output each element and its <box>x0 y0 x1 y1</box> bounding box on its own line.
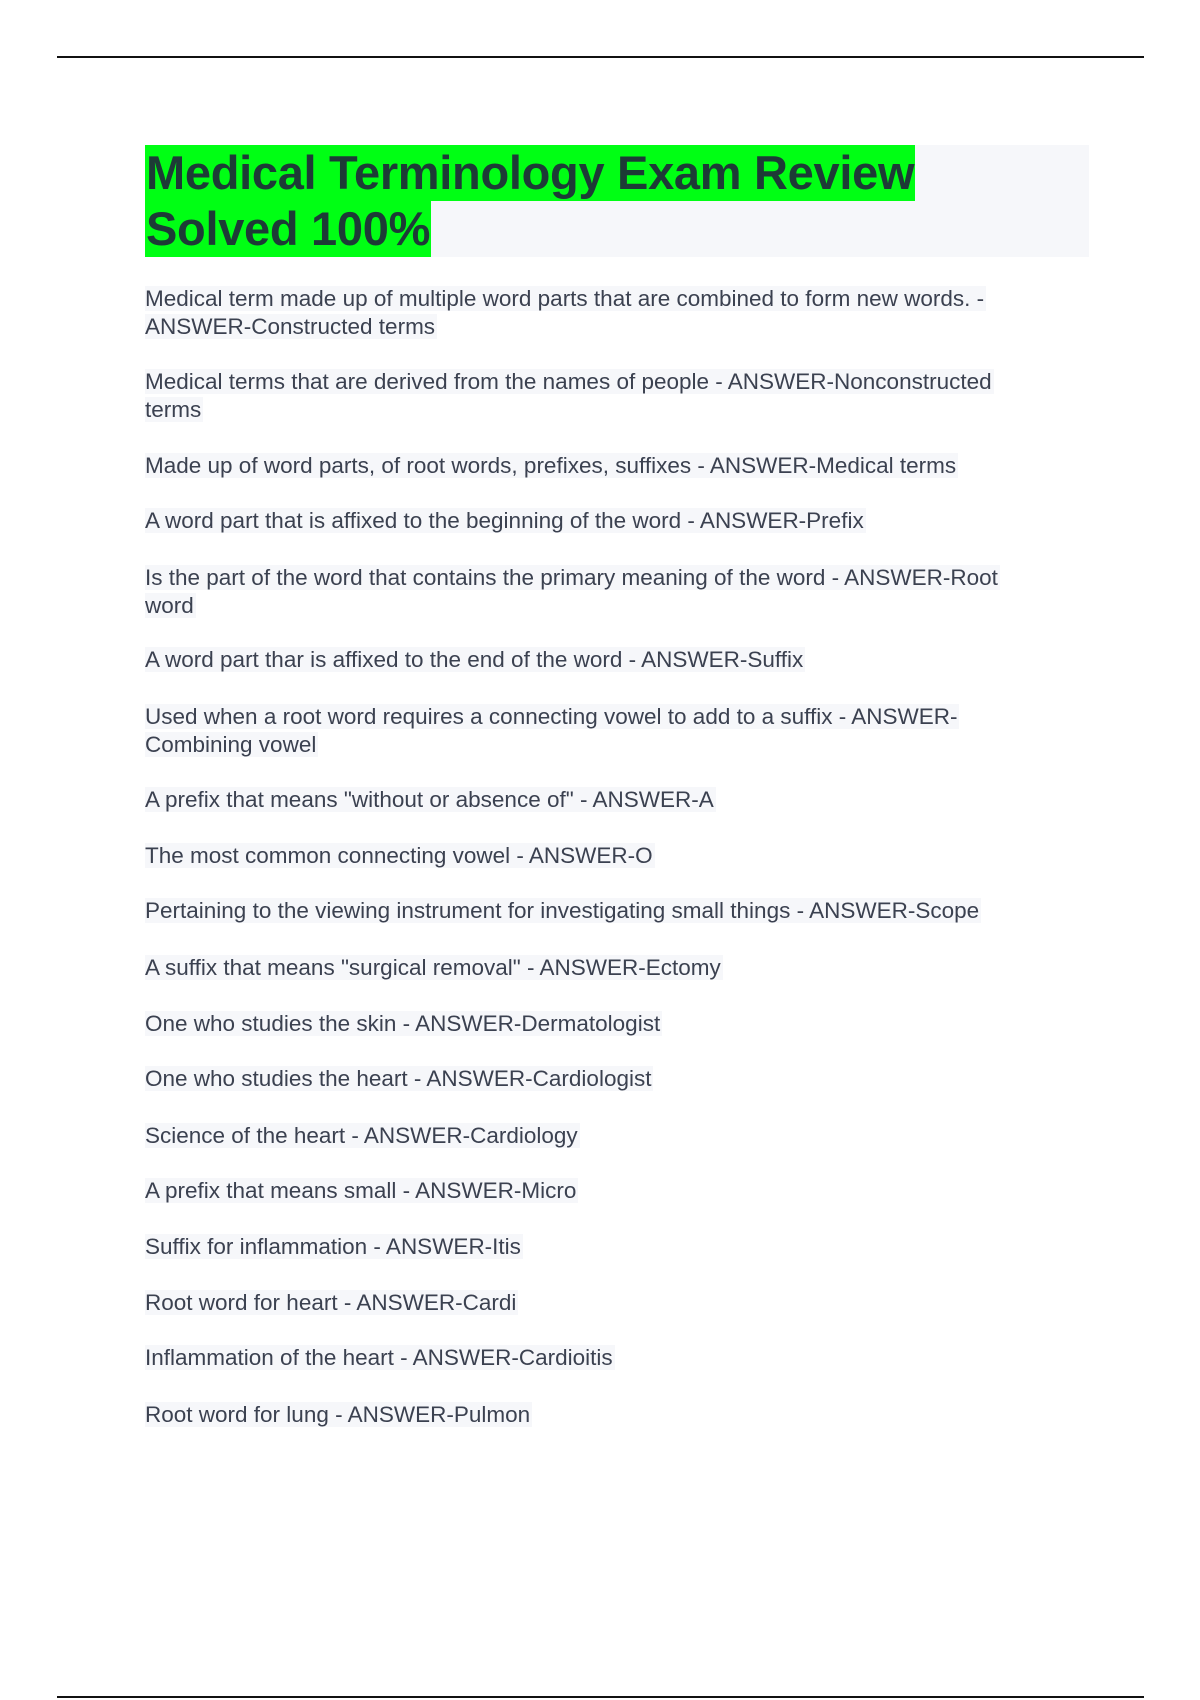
qa-item-text: Science of the heart - ANSWER-Cardiology <box>145 1123 578 1148</box>
qa-item <box>145 285 986 341</box>
qa-item-line <box>145 954 723 982</box>
qa-item-line <box>145 1401 532 1429</box>
qa-item-line <box>145 396 994 424</box>
qa-item-line <box>145 1289 518 1317</box>
qa-item-line <box>145 897 981 925</box>
qa-item-line <box>145 703 959 731</box>
qa-item <box>145 507 866 535</box>
title-line-1: Medical Terminology Exam Review <box>146 146 915 199</box>
qa-item-line <box>145 285 986 313</box>
qa-item-text: A word part thar is affixed to the end of the word - ANSWER-Suffix <box>145 647 804 672</box>
qa-item <box>145 897 981 925</box>
qa-item-text: word <box>145 593 194 618</box>
qa-item-line <box>145 731 959 759</box>
qa-item-line <box>145 1065 653 1093</box>
qa-item-line <box>145 592 1000 620</box>
qa-item-text: Combining vowel <box>145 732 317 757</box>
qa-item-text: Root word for lung - ANSWER-Pulmon <box>145 1402 531 1427</box>
qa-item-text: A prefix that means "without or absence of" - ANSWER-A <box>145 787 714 812</box>
qa-item-line <box>145 1177 578 1205</box>
qa-item-text: Suffix for inflammation - ANSWER-Itis <box>145 1234 521 1259</box>
qa-item-text: Made up of word parts, of root words, prefixes, suffixes - ANSWER-Medical terms <box>145 453 957 478</box>
qa-item <box>145 954 723 982</box>
qa-item <box>145 1289 518 1317</box>
qa-item <box>145 368 994 424</box>
qa-item-line <box>145 1010 662 1038</box>
qa-item-text: A word part that is affixed to the beginning of the word - ANSWER-Prefix <box>145 508 864 533</box>
qa-item-text: Inflammation of the heart - ANSWER-Cardioitis <box>145 1345 613 1370</box>
qa-item <box>145 564 1000 620</box>
qa-item-text: Used when a root word requires a connecting vowel to add to a suffix - ANSWER- <box>145 704 958 729</box>
qa-item-text: Medical terms that are derived from the names of people - ANSWER-Nonconstructed <box>145 369 992 394</box>
qa-item-text: The most common connecting vowel - ANSWER-O <box>145 843 653 868</box>
qa-item-line <box>145 564 1000 592</box>
qa-item-text: A prefix that means small - ANSWER-Micro <box>145 1178 577 1203</box>
qa-item-text: Medical term made up of multiple word parts that are combined to form new words. - <box>145 286 985 311</box>
qa-item-text: Root word for heart - ANSWER-Cardi <box>145 1290 517 1315</box>
qa-item <box>145 1401 532 1429</box>
qa-item-line <box>145 786 716 814</box>
qa-item-text: Pertaining to the viewing instrument for investigating small things - ANSWER-Scope <box>145 898 980 923</box>
qa-item-text: Is the part of the word that contains the primary meaning of the word - ANSWER-Root <box>145 565 998 590</box>
qa-item-line <box>145 452 958 480</box>
qa-item <box>145 786 716 814</box>
qa-item <box>145 703 959 759</box>
qa-item-line <box>145 507 866 535</box>
qa-item-text: terms <box>145 397 202 422</box>
page-title <box>145 145 1089 257</box>
header-rule <box>57 56 1144 58</box>
qa-item <box>145 1177 578 1205</box>
qa-item-line <box>145 842 655 870</box>
qa-item <box>145 646 805 674</box>
qa-item <box>145 1065 653 1093</box>
qa-item <box>145 1010 662 1038</box>
qa-item-line <box>145 1233 523 1261</box>
qa-item <box>145 452 958 480</box>
title-line-2: Solved 100% <box>146 202 431 255</box>
qa-item-line <box>145 646 805 674</box>
qa-item <box>145 842 655 870</box>
footer-rule <box>57 1696 1144 1698</box>
qa-item <box>145 1233 523 1261</box>
qa-item <box>145 1122 580 1150</box>
qa-item-line <box>145 1344 615 1372</box>
qa-item-line <box>145 313 986 341</box>
qa-item-text: One who studies the heart - ANSWER-Cardiologist <box>145 1066 652 1091</box>
qa-item-line <box>145 368 994 396</box>
qa-item-text: A suffix that means "surgical removal" - ANSWER-Ectomy <box>145 955 721 980</box>
qa-item-line <box>145 1122 580 1150</box>
qa-item <box>145 1344 615 1372</box>
qa-item-text: One who studies the skin - ANSWER-Dermatologist <box>145 1011 661 1036</box>
qa-item-text: ANSWER-Constructed terms <box>145 314 436 339</box>
